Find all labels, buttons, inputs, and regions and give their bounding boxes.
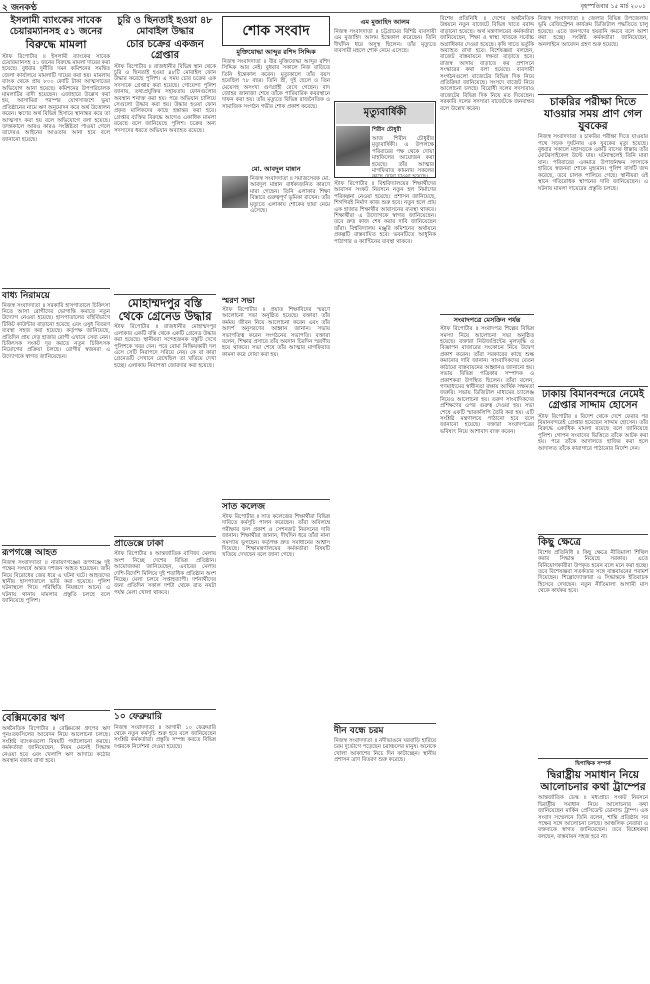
divider bbox=[538, 758, 648, 759]
article-1: নিজস্ব সংবাদদাতা ॥ জেলার বিভিন্ন উপজেলায় ভূমি রেজিস্ট্রেশন কার্যক্রম ডিজিটাল পদ্ধতিতে চালু হয়েছে। এতে জনগণের হয়রানি কমবে বলে আশা করা হচ্ছে। সংশ্লিষ্ট কর্মকর্তারা জানিয়েছেন, অনলাইনে আবেদন গ্রহণ শুরু হয়েছে। bbox=[538, 16, 648, 48]
obituary-1: নিজস্ব সংবাদদাতা ॥ বীর মুক্তিযোদ্ধা আব্দুর রশিদ সিদ্দিক আর নেই। বুধবার সকালে নিজ বাড়িতে তিনি ইন্তেকাল করেন। মৃত্যুকালে তাঁর বয়স হয়েছিল ৭৮ বছর। তিনি স্ত্রী, দুই ছেলে ও তিন মেয়েসহ অসংখ্য গুণগ্রাহী রেখে গেছেন। বাদ জোহর জানাজা শেষে তাঁকে পারিবারিক কবরস্থানে দাফন করা হয়। তাঁর মৃত্যুতে বিভিন্ন রাজনৈতিক ও সামাজিক সংগঠন গভীর শোক প্রকাশ করেছে। bbox=[222, 59, 330, 110]
divider bbox=[2, 288, 110, 289]
article-2: নিজস্ব সংবাদদাতা ॥ সরকারি হাসপাতালে চিকিৎসা নিতে আসা রোগীদের ভোগান্তি কমাতে নতুন উদ্যোগ নেওয়া হয়েছে। হাসপাতালের বহির্বিভাগে টিকিট কাউন্টার বাড়ানো হয়েছে এবং ওষুধ বিতরণ ব্যবস্থা সহজ করা হয়েছে। কর্তৃপক্ষ জানিয়েছে, প্রতিদিন প্রায় দেড় হাজার রোগী এখানে সেবা নেন। চিকিৎসক সংকট দূর করতে নতুন চিকিৎসক নিয়োগের প্রক্রিয়া চলছে। রোগীর স্বজনরা এ উদ্যোগকে স্বাগত জানিয়েছেন। bbox=[2, 302, 110, 360]
headline-2: বাধ্য নিরাময়ে bbox=[2, 290, 50, 301]
portrait-photo bbox=[336, 126, 370, 166]
masthead bbox=[0, 0, 650, 13]
article-4: বিশেষ প্রতিনিধি ॥ কিছু ক্ষেত্রে নীতিমালা শিথিল করার সিদ্ধান্ত নিয়েছে সরকার। এতে বিনিয়োগকারীরা উপকৃত হবেন বলে মনে করা হচ্ছে। তবে বিশেষজ্ঞরা সতর্কতার সঙ্গে বাস্তবায়নের পরামর্শ দিয়েছেন। শিল্পোদ্যোক্তারা এ সিদ্ধান্তকে ইতিবাচক হিসেবে দেখছেন। নতুন নীতিমালা আগামী মাস থেকে কার্যকর হবে। bbox=[538, 549, 648, 595]
article-4: নিজস্ব সংবাদদাতা ॥ আগামী ১০ ফেব্রুয়ারি থেকে নতুন কর্মসূচি শুরু হবে বলে জানিয়েছেন সংশ্লিষ্ট কর্মকর্তারা। প্রস্তুতি সম্পন্ন করতে বিভিন্ন দপ্তরকে নির্দেশনা দেওয়া হয়েছে। bbox=[114, 724, 216, 750]
article-mobile: স্টাফ রিপোর্টার ॥ রাজধানীর বিভিন্ন স্থান থেকে চুরি ও ছিনতাই হওয়া ৪৮টি মোবাইল ফোন উদ্ধার করেছে পুলিশ। এ সময় চোর চক্রের এক সদস্যকে গ্রেপ্তার করা হয়েছে। গোয়েন্দা পুলিশ জানায়, তথ্যপ্রযুক্তির সহায়তায় ফোনগুলোর অবস্থান শনাক্ত করা হয়। পরে অভিযান চালিয়ে সেগুলো উদ্ধার করা হয়। উদ্ধার হওয়া ফোন প্রকৃত মালিকদের কাছে হস্তান্তর করা হবে। গ্রেপ্তার ব্যক্তির বিরুদ্ধে আগেও একাধিক মামলা রয়েছে বলে জানিয়েছে পুলিশ। চক্রের অন্য সদস্যদের ধরতে অভিযান অব্যাহত রয়েছে। bbox=[114, 63, 216, 134]
headline-4: বেক্সিমকোর ঋণ bbox=[2, 712, 65, 724]
divider bbox=[2, 545, 110, 546]
headline-two-state: দ্বিরাষ্ট্রীয় সমাধান নিয়ে আলোচনার কথা ট্রাম্পের bbox=[540, 768, 646, 793]
headline-3: প্রাডেক্সে ঢাকা bbox=[114, 539, 164, 550]
article-grenade: স্টাফ রিপোর্টার ॥ রাজধানীর মোহাম্মদপুর এলাকার একটি বস্তি থেকে একটি গ্রেনেড উদ্ধার করা হয়েছে। স্থানীয়রা সন্দেহজনক বস্তুটি দেখে পুলিশকে খবর দেন। পরে বোমা নিষ্ক্রিয়কারী দল এসে সেটি নিরাপদে সরিয়ে নেয়। কে বা কারা গ্রেনেডটি সেখানে রেখেছিল তা খতিয়ে দেখা হচ্ছে। এলাকায় নিরাপত্তা জোরদার করা হয়েছে। bbox=[114, 324, 216, 369]
article-4: অর্থনৈতিক রিপোর্টার ॥ বেক্সিমকো গ্রুপের ঋণ পুনঃতফসিলের আবেদন নিয়ে আলোচনা চলছে। সংশ্লিষ্ট ব্যাংকগুলো বিষয়টি পর্যালোচনা করছে। কর্মকর্তারা জানিয়েছেন, নিয়ম মেনেই সিদ্ধান্ত নেওয়া হবে এবং খেলাপি ঋণ আদায়ে কঠোর অবস্থান বজায় রাখা হবে। bbox=[2, 725, 110, 764]
article-two-state: আন্তর্জাতিক ডেস্ক ॥ মধ্যপ্রাচ্য সংকট নিরসনে দ্বিরাষ্ট্রীয় সমাধান নিয়ে আলোচনার কথা জানিয়েছেন মার্কিন প্রেসিডেন্ট ডোনাল্ড ট্রাম্প। এক সংবাদ সম্মেলনে তিনি বলেন, শান্তি প্রতিষ্ঠায় সব পক্ষের সঙ্গে আলোচনা চলছে। আঞ্চলিক নেতারা এ বক্তব্যকে স্বাগত জানিয়েছেন। তবে বিশ্লেষকরা বলছেন, বাস্তবায়ন সহজ হবে না। bbox=[538, 795, 648, 840]
issue-date: বৃহস্পতিবার ১৫ মার্চ ২০০১ bbox=[580, 3, 646, 10]
anniversary-box bbox=[334, 101, 436, 181]
headline-mobile-recovered: চুরি ও ছিনতাই হওয়া ৪৮ মোবাইল উদ্ধার bbox=[117, 15, 213, 37]
divider bbox=[538, 534, 648, 535]
article-airport-arrest: স্টাফ রিপোর্টার ॥ বিদেশ থেকে দেশে ফেরার পর বিমানবন্দরেই গ্রেপ্তার হয়েছেন সাদ্দাম হোসেন। তাঁর বিরুদ্ধে একাধিক মামলা রয়েছে বলে জানিয়েছে পুলিশ। গোপন সংবাদের ভিত্তিতে তাঁকে আটক করা হয়। পরে তাঁকে আদালতে হাজির করা হলে আদালত তাঁকে কারাগারে পাঠানোর নির্দেশ দেন। bbox=[538, 413, 648, 452]
divider bbox=[114, 536, 216, 537]
anniversary-text: আজ শিরীন চৌধুরীর মৃত্যুবার্ষিকী। এ উপলক্ষে পরিবারের পক্ষ থেকে দোয়া মাহফিলের আয়োজন করা হয়েছে। তাঁর আত্মার মাগফিরাত কামনায় সকলের কাছে দোয়া চাওয়া হয়েছে। bbox=[372, 136, 434, 181]
article-3: নিজস্ব সংবাদদাতা ॥ নারায়ণগঞ্জের রূপগঞ্জে দুই পক্ষের সংঘর্ষে অন্তত দশজন আহত হয়েছেন। জমি নিয়ে বিরোধের জের ধরে এ ঘটনা ঘটে। আহতদের স্থানীয় হাসপাতালে ভর্তি করা হয়েছে। পুলিশ ঘটনাস্থলে গিয়ে পরিস্থিতি নিয়ন্ত্রণে আনে। এ ঘটনায় থানায় মামলার প্রস্তুতি চলছে বলে জানিয়েছে পুলিশ। bbox=[2, 559, 110, 605]
anniversary-title: মৃত্যুবার্ষিকী bbox=[336, 103, 434, 124]
portrait-photo bbox=[222, 176, 248, 208]
subhead-arrest: চোর চক্রের একজন গ্রেপ্তার bbox=[126, 39, 204, 62]
divider bbox=[538, 386, 648, 387]
article-3: স্টাফ রিপোর্টার ॥ প্রয়াত শিক্ষাবিদের স্মরণে আলোচনা সভা অনুষ্ঠিত হয়েছে। বক্তারা তাঁর কর্মময় জীবন নিয়ে আলোচনা করেন এবং তাঁর আদর্শ অনুসরণের আহ্বান জানান। সভায় সভাপতিত্ব করেন সংগঠনের সভাপতি। বক্তারা বলেন, শিক্ষার প্রসারে তাঁর অবদান চিরদিন স্মরণীয় হয়ে থাকবে। সভা শেষে তাঁর আত্মার মাগফিরাত কামনা করে দোয়া করা হয়। bbox=[222, 306, 330, 358]
headline-islami-bank: ইসলামী ব্যাংকের সাবেক চেয়ারম্যানসহ ৫১ জনের bbox=[9, 15, 103, 37]
page-number: ২ জনকণ্ঠ bbox=[2, 3, 37, 13]
divider bbox=[334, 723, 436, 724]
headline-job-exam: চাকরির পরীক্ষা দিতে যাওয়ার সময় প্রাণ গেল যুবকের bbox=[544, 96, 642, 132]
column-5 bbox=[440, 16, 534, 980]
column-1 bbox=[2, 16, 110, 980]
divider bbox=[222, 499, 330, 500]
obituary-name-1: মুক্তিযোদ্ধা আব্দুর রশিদ সিদ্দিক bbox=[236, 48, 316, 56]
obituary-top: নিজস্ব সংবাদদাতা ॥ চট্টগ্রামের বিশিষ্ট ব্যবসায়ী এম মুজাহিদ আলম ইন্তেকাল করেছেন। তিনি দীর্ঘদিন ধরে অসুস্থ ছিলেন। তাঁর মৃত্যুতে ব্যবসায়ী মহলে শোক নেমে এসেছে। bbox=[334, 29, 436, 55]
obituary-name-top: এম মুজাহিদ আলম bbox=[360, 18, 410, 26]
obituary-2: নিজস্ব সংবাদদাতা ॥ সমাজসেবক মো. আবদুল মান্নান বার্ধক্যজনিত কারণে মারা গেছেন। তিনি এলাকার শিক্ষা বিস্তারে গুরুত্বপূর্ণ ভূমিকা রাখেন। তাঁর মৃত্যুতে এলাকায় শোকের ছায়া নেমে এসেছে। bbox=[250, 176, 330, 215]
divider bbox=[114, 709, 216, 710]
column-2 bbox=[114, 16, 216, 980]
article-4: স্টাফ রিপোর্টার ॥ সাত কলেজের শিক্ষার্থীরা বিভিন্ন দাবিতে কর্মসূচি পালন করেছেন। তাঁরা অবিলম্বে পরীক্ষার ফল প্রকাশ ও সেশনজট নিরসনের দাবি জানান। শিক্ষার্থীরা জানান, দীর্ঘদিন ধরে তাঁরা নানা সমস্যায় ভুগছেন। কর্তৃপক্ষ দ্রুত সমাধানের আশ্বাস দিয়েছে। শিক্ষামন্ত্রণালয়ের কর্মকর্তারা বিষয়টি খতিয়ে দেখছেন বলে জানা গেছে। bbox=[222, 514, 330, 559]
article-1: বিশেষ প্রতিনিধি ॥ দেশের অর্থনৈতিক উন্নয়নে নতুন বাজেটে বিভিন্ন খাতে বরাদ্দ বাড়ানো হয়েছে। অর্থ মন্ত্রণালয়ের কর্মকর্তারা জানিয়েছেন, শিক্ষা ও স্বাস্থ্য খাতকে সর্বোচ্চ অগ্রাধিকার দেওয়া হয়েছে। কৃষি খাতে ভর্তুকি অব্যাহত রাখা হবে। বিশেষজ্ঞরা বলছেন, বাজেট বাস্তবায়নে দক্ষতা বাড়াতে হবে। রাজস্ব আদায় বাড়াতে কর প্রশাসনে সংস্কারের কথা বলা হয়েছে। ব্যবসায়ী সংগঠনগুলো বাজেটের বিভিন্ন দিক নিয়ে প্রতিক্রিয়া জানিয়েছে। সংসদে বাজেট নিয়ে আলোচনা চলছে। বিরোধী দলের সদস্যরাও বাজেটের বিভিন্ন দিক নিয়ে মত দিয়েছেন। সরকারি দলের সদস্যরা বাজেটকে জনবান্ধব বলে উল্লেখ করেন। bbox=[440, 16, 534, 112]
headline-4: সাত কলেজ bbox=[222, 501, 266, 512]
headline-3: স্মরণ সভা bbox=[222, 295, 255, 305]
headline-grenade: মোহাম্মদপুর বস্তি থেকে গ্রেনেড উদ্ধার bbox=[118, 295, 212, 323]
headline-3: রূপগঞ্জে আহত bbox=[2, 547, 57, 558]
column-4 bbox=[334, 16, 436, 980]
divider bbox=[2, 710, 110, 711]
divider bbox=[440, 314, 534, 315]
headline-4: কিছু ক্ষেত্রে bbox=[538, 536, 581, 548]
article-2: স্টাফ রিপোর্টার ॥ বিশ্ববিদ্যালয়ের শিক্ষার্থীদের আবাসন সংকট নিরসনে নতুন হল নির্মাণের পরিকল্পনা নেওয়া হয়েছে। প্রশাসন জানিয়েছে, শিগগিরই নির্মাণ কাজ শুরু হবে। নতুন হলে প্রায় এক হাজার শিক্ষার্থীর আবাসনের ব্যবস্থা থাকবে। শিক্ষার্থীরা এ উদ্যোগকে স্বাগত জানিয়েছেন। তবে দ্রুত কাজ শেষ করার দাবি জানিয়েছেন তাঁরা। বিশ্ববিদ্যালয় মঞ্জুরি কমিশনের অর্থায়নে প্রকল্পটি বাস্তবায়িত হবে। ভবনটিতে আধুনিক পাঠাগার ও ক্যান্টিনের ব্যবস্থা থাকবে। bbox=[334, 181, 436, 245]
anniversary-name: শিরীন চৌধুরী bbox=[372, 127, 402, 133]
column-3 bbox=[222, 16, 330, 980]
tag-international: দ্বিপাক্ষিক সম্পর্ক bbox=[575, 760, 611, 767]
divider bbox=[538, 94, 648, 95]
headline-4: ১০ ফেব্রুয়ারি bbox=[114, 712, 162, 723]
headline-3: দীন বন্ধে চরম bbox=[334, 726, 384, 736]
headline-airport-arrest: ঢাকায় বিমানবন্দরে নেমেই গ্রেপ্তার সাদ্দাম হোসেন bbox=[541, 389, 645, 412]
subhead-case: বিরুদ্ধে মামলা bbox=[25, 38, 87, 52]
article-3: স্টাফ রিপোর্টার ॥ আন্তর্জাতিক বাণিজ্য মেলায় অংশ নিচ্ছে দেশের বিভিন্ন প্রতিষ্ঠান। আয়োজকরা জানিয়েছেন, এবারের মেলায় দেশি-বিদেশি মিলিয়ে দুই শতাধিক প্রতিষ্ঠান অংশ নিচ্ছে। মেলা চলবে সপ্তাহব্যাপী। দর্শনার্থীদের জন্য প্রতিদিন সকাল দশটা থেকে রাত নয়টা পর্যন্ত মেলা খোলা থাকবে। bbox=[114, 551, 216, 596]
divider bbox=[114, 294, 216, 295]
headline-2: সংবাদপত্রে মেসক্রিন পর্যন্ত bbox=[453, 316, 521, 324]
article-job-exam: নিজস্ব সংবাদদাতা ॥ চাকরির পরীক্ষা দিতে যাওয়ার পথে সড়ক দুর্ঘটনায় এক যুবকের মৃত্যু হয়েছে। বুধবার সকালে মহাসড়কে একটি বাসের ধাক্কায় তাঁর মোটরসাইকেল উল্টে যায়। ঘটনাস্থলেই তিনি মারা যান। পরিবারের একমাত্র উপার্জনক্ষম সদস্যকে হারিয়ে স্বজনরা শোকে মুহ্যমান। পুলিশ বাসটি জব্দ করেছে, তবে চালক পালিয়ে গেছে। স্থানীয়রা ওই স্থানে গতিরোধক স্থাপনের দাবি জানিয়েছেন। এ ঘটনায় মামলা দায়েরের প্রস্তুতি চলছে। bbox=[538, 134, 648, 192]
obituary-name-2: মো. আবদুল মান্নান bbox=[251, 165, 301, 173]
article-3: নিজস্ব সংবাদদাতা ॥ নদীভাঙনে ঘরবাড়ি হারিয়ে চরম দুর্ভোগে পড়েছেন চরাঞ্চলের মানুষ। অনেকে খোলা আকাশের নিচে দিন কাটাচ্ছেন। স্থানীয় প্রশাসন ত্রাণ বিতরণ শুরু করেছে। bbox=[334, 738, 436, 764]
obituary-banner: শোক সংবাদ bbox=[222, 16, 330, 46]
column-6 bbox=[538, 16, 648, 980]
article-islami-bank: স্টাফ রিপোর্টার ॥ ইসলামী ব্যাংকের সাবেক চেয়ারম্যানসহ ৫১ জনের বিরুদ্ধে মামলা দায়ের করা হয়েছে। বুধবার দুর্নীতি দমন কমিশনের সমন্বিত জেলা কার্যালয়ে মামলাটি দায়ের করা হয়। মামলায় ব্যাংক থেকে প্রায় ৮০০ কোটি টাকা আত্মসাতের অভিযোগ আনা হয়েছে। কমিশনের উপপরিচালক মামলাটির বাদী হয়েছেন। এজাহারে উল্লেখ করা হয়, আসামিরা পরস্পর যোগসাজশে ভুয়া প্রতিষ্ঠানের নামে ঋণ অনুমোদন করে অর্থ উত্তোলন করেন। ঋণের অর্থ বিভিন্ন হিসাবে স্থানান্তর করে তা আত্মসাৎ করা হয় বলে অভিযোগে বলা হয়েছে। তদন্তকালে আরও কারও সংশ্লিষ্টতা পাওয়া গেলে তাদেরও আইনের আওতায় আনা হবে বলে জানানো হয়েছে। bbox=[2, 53, 110, 143]
article-2: স্টাফ রিপোর্টার ॥ সংবাদপত্র শিল্পের বিভিন্ন সমস্যা নিয়ে আলোচনা সভা অনুষ্ঠিত হয়েছে। বক্তারা নিউজপ্রিন্টের মূল্যবৃদ্ধি ও বিজ্ঞাপন বাজারের সংকোচন নিয়ে উদ্বেগ প্রকাশ করেন। তাঁরা সরকারের কাছে শুল্ক কমানোর দাবি জানান। সাংবাদিকদের বেতন কাঠামো বাস্তবায়নের আহ্বানও জানানো হয়। সভায় বিভিন্ন পত্রিকার সম্পাদক ও প্রকাশকরা উপস্থিত ছিলেন। তাঁরা বলেন, গণমাধ্যমের স্বাধীনতা রক্ষায় আর্থিক সক্ষমতা জরুরি। সভায় ডিজিটাল মাধ্যমের চ্যালেঞ্জ নিয়েও আলোচনা হয়। তরুণ সাংবাদিকদের প্রশিক্ষণের ওপর গুরুত্ব দেওয়া হয়। সভা শেষে একটি স্মারকলিপি তৈরি করা হয়। এটি সংশ্লিষ্ট মন্ত্রণালয়ে পাঠানো হবে বলে জানানো হয়েছে। বক্তারা সংবাদপত্রের ভবিষ্যৎ নিয়ে আশাবাদ ব্যক্ত করেন। bbox=[440, 326, 535, 435]
